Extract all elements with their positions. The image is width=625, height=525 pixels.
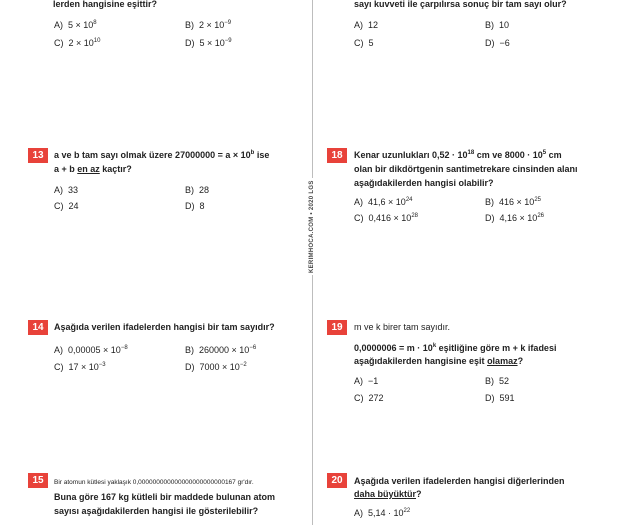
question-stem-18: Kenar uzunlukları $0,52 \cdot 10^{18}$ cm ve $8000 \cdot 10^5$ cm: [354, 150, 562, 160]
option-c[interactable]: C) $0,416 \times 10^{28}$: [354, 213, 418, 223]
question-stem-20: Aşağıda verilen ifadelerden hangisi diğerlerinden: [354, 476, 565, 486]
option-d[interactable]: D) −6: [485, 38, 510, 48]
question-stem: lerden hangisine eşittir?: [53, 0, 158, 9]
question-stem-20-line2: daha büyüktür?: [354, 489, 422, 499]
option-a[interactable]: A) $41,6 \times 10^{24}$: [354, 197, 413, 207]
option-b[interactable]: B) $260000 \times 10^{-6}$: [185, 345, 257, 355]
question-stem-18-line3: aşağıdakilerden hangisi olabilir?: [354, 178, 494, 188]
question-stem-19: m ve k birer tam sayıdır.: [354, 322, 451, 332]
question-stem-18-line2: olan bir dikdörtgenin santimetrekare cinsinden alanı: [354, 164, 578, 174]
option-d[interactable]: D) $7000 \times 10^{-2}$: [185, 362, 247, 372]
question-stem-14: Aşağıda verilen ifadelerden hangisi bir tam sayıdır?: [54, 322, 275, 332]
option-b[interactable]: B) $2 \times 10^{-9}$: [185, 20, 232, 30]
option-b[interactable]: B) 28: [185, 185, 210, 195]
option-d[interactable]: D) 8: [185, 201, 205, 211]
option-a[interactable]: A) $0,00005 \times 10^{-8}$: [54, 345, 128, 355]
option-c[interactable]: C) 5: [354, 38, 374, 48]
option-a[interactable]: A) $5 \times 10^8$: [54, 20, 97, 30]
question-stem: sayı kuvveti ile çarpılırsa sonuç bir tam sayı olur?: [354, 0, 567, 9]
question-number-18: 18: [327, 148, 347, 163]
option-c[interactable]: C) 24: [54, 201, 79, 211]
option-d[interactable]: D) $4,16 \times 10^{26}$: [485, 213, 544, 223]
option-d[interactable]: D) 591: [485, 393, 515, 403]
question-stem-19-line2: $0,0000006 = m \cdot 10^k$ eşitliğine göre m + k ifadesi: [354, 343, 557, 353]
question-number-19: 19: [327, 320, 347, 335]
option-c[interactable]: C) 272: [354, 393, 384, 403]
question-number-13: 13: [28, 148, 48, 163]
option-a[interactable]: A) 12: [354, 20, 379, 30]
option-c[interactable]: C) $17 \times 10^{-3}$: [54, 362, 106, 372]
question-stem-15-line3: sayısı aşağıdakilerden hangisi ile gösterilebilir?: [54, 506, 259, 516]
option-c[interactable]: C) $2 \times 10^{10}$: [54, 38, 101, 48]
option-a[interactable]: A) 33: [54, 185, 79, 195]
question-stem-13-line2: a + b en az kaçtır?: [54, 164, 132, 174]
question-number-15: 15: [28, 473, 48, 488]
question-number-14: 14: [28, 320, 48, 335]
question-stem-19-line3: aşağıdakilerden hangisine eşit olamaz?: [354, 356, 524, 366]
option-b[interactable]: B) 10: [485, 20, 510, 30]
question-stem-15: Bir atomun kütlesi yaklaşık 0,000000000000000000000000167 gr'dır.: [54, 479, 254, 486]
option-d[interactable]: D) $5 \times 10^{-9}$: [185, 38, 232, 48]
option-b[interactable]: B) $416 \times 10^{25}$: [485, 197, 541, 207]
option-a[interactable]: A) $5,14 \cdot 10^{22}$: [354, 508, 411, 518]
option-b[interactable]: B) 52: [485, 376, 510, 386]
side-watermark: KERIMHOCA.COM • 2020 LGS: [309, 180, 315, 273]
option-a[interactable]: A) −1: [354, 376, 379, 386]
question-stem-15-line2: Buna göre 167 kg kütleli bir maddede bulunan atom: [54, 492, 276, 502]
question-number-20: 20: [327, 473, 347, 488]
question-stem-13: a ve b tam sayı olmak üzere $27000000 = a \times 10^b$ ise: [54, 150, 270, 160]
